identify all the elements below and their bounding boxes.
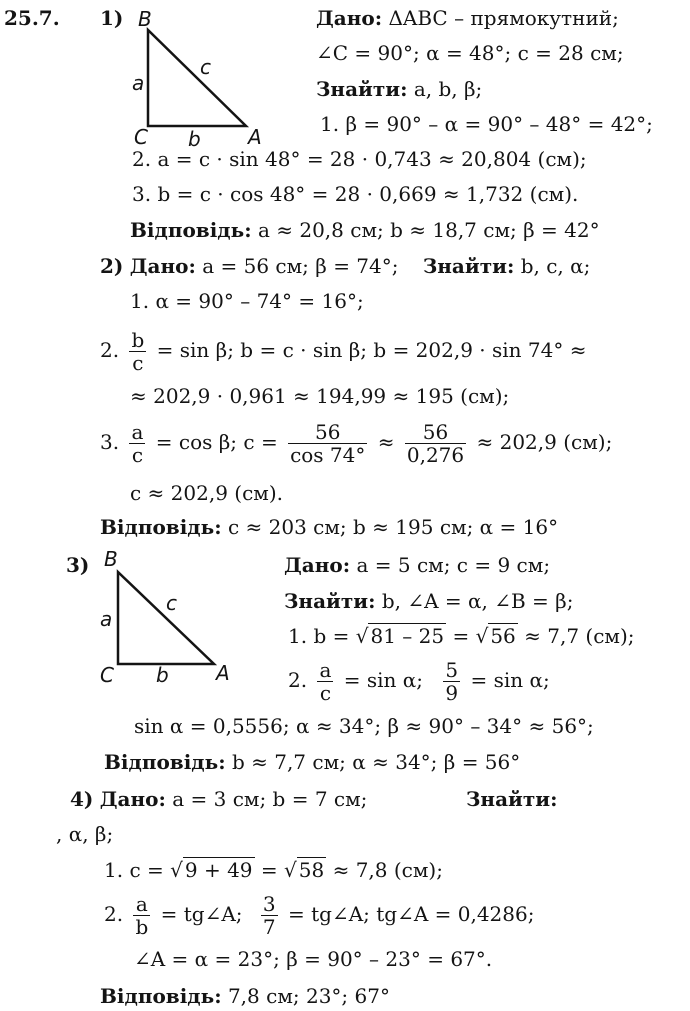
part1-step2: 2. a = c · sin 48° = 28 · 0,743 ≈ 20,804 (см); bbox=[132, 147, 587, 171]
part2-step3-mid: = cos β; c = bbox=[155, 430, 278, 454]
part2-step3-den: c bbox=[131, 443, 144, 467]
part1-step1: 1. β = 90° – α = 90° – 48° = 42°; bbox=[320, 112, 653, 136]
part2-step3-end: ≈ 202,9 (см); bbox=[476, 430, 613, 454]
part2-find: b, c, α; bbox=[520, 254, 591, 278]
part2-step3-f2-den: cos 74° bbox=[290, 443, 366, 467]
part2-step3-f3-den: 0,276 bbox=[406, 443, 465, 467]
part2-step2-num: b bbox=[131, 328, 145, 352]
part1-given-line1 bbox=[316, 6, 619, 30]
part4-step2-prefix: 2. bbox=[104, 902, 124, 926]
part3-step2-f2-num: 5 bbox=[445, 658, 459, 682]
answer-label: Відповідь: bbox=[130, 218, 252, 242]
part3-side-b: b bbox=[156, 663, 169, 687]
part1-triangle-shape bbox=[148, 30, 246, 126]
part4-step2-num: a bbox=[133, 893, 150, 916]
given-label: Дано: bbox=[99, 787, 166, 811]
part2-answer: c ≈ 203 см; b ≈ 195 см; α = 16° bbox=[227, 515, 559, 539]
find-label: Знайти: bbox=[466, 787, 558, 811]
problem-number: 25.7. bbox=[4, 6, 60, 30]
given-label: Дано: bbox=[129, 254, 196, 278]
part3-step1-sqrt1: 81 – 25 bbox=[370, 624, 445, 648]
part2-step3 bbox=[100, 414, 612, 470]
part2-step3-num: a bbox=[131, 420, 144, 444]
part4-step1-prefix: 1. c = bbox=[104, 858, 171, 882]
part2-step3-fraction3 bbox=[405, 421, 466, 466]
part3-find-line bbox=[284, 589, 573, 613]
part4-step2-fraction2 bbox=[261, 893, 278, 938]
part3-step2-fraction1 bbox=[317, 659, 333, 704]
part3-step2-end: = sin α; bbox=[470, 668, 550, 692]
part4-given: a = 3 см; b = 7 см; bbox=[172, 787, 368, 811]
part2-step3-eq: ≈ bbox=[377, 430, 395, 454]
part2-answer-line bbox=[100, 515, 558, 539]
part4-step2 bbox=[104, 886, 534, 942]
part3-step1-sqrt2: 56 bbox=[490, 624, 516, 648]
part1-given-1: ΔABC – прямокутний; bbox=[388, 6, 619, 30]
part2-step3-f3-num: 56 bbox=[405, 421, 466, 444]
part2-step3-fraction2 bbox=[288, 421, 367, 466]
part3-step2-den: c bbox=[319, 681, 332, 705]
part3-find: b, ∠A = α, ∠B = β; bbox=[381, 589, 574, 613]
part2-step1: 1. α = 90° – 74° = 16°; bbox=[130, 289, 364, 313]
part3-label: 3) bbox=[66, 553, 90, 577]
part3-step2-num: a bbox=[319, 658, 332, 682]
part3-vertex-b: B bbox=[104, 547, 118, 571]
part4-header bbox=[70, 787, 367, 811]
part3-step2-mid: = sin α; bbox=[343, 668, 424, 692]
part3-step1: 1. b = √ 81 – 25 = √ 56 ≈ 7,7 (см); bbox=[288, 624, 635, 648]
part3-step2-cont: sin α = 0,5556; α ≈ 34°; β ≈ 90° – 34° ≈ 56°; bbox=[134, 714, 594, 738]
part4-step1-sqrt1: 9 + 49 bbox=[184, 858, 253, 882]
part4-step1-end: ≈ 7,8 (см); bbox=[326, 858, 443, 882]
part3-vertex-a: A bbox=[216, 661, 230, 685]
part1-side-a: a bbox=[132, 71, 145, 95]
answer-label: Відповідь: bbox=[100, 515, 222, 539]
part2-label: 2) bbox=[100, 254, 124, 278]
part3-vertex-c: C bbox=[100, 663, 114, 687]
part3-side-a: a bbox=[100, 607, 113, 631]
part1-triangle bbox=[128, 7, 268, 151]
part4-step2-end: = tg∠A; tg∠A = 0,4286; bbox=[287, 902, 535, 926]
part3-triangle bbox=[96, 548, 236, 688]
part3-given: a = 5 см; c = 9 см; bbox=[356, 553, 551, 577]
part2-step2-rest: = sin β; b = c · sin β; b = 202,9 · sin 74° ≈ bbox=[156, 338, 587, 362]
part2-step3-fraction1 bbox=[129, 421, 145, 466]
part4-answer: 7,8 см; 23°; 67° bbox=[227, 984, 390, 1008]
find-label: Знайти: bbox=[316, 77, 408, 101]
part1-answer: a ≈ 20,8 см; b ≈ 18,7 см; β = 42° bbox=[257, 218, 600, 242]
part2-step2 bbox=[100, 322, 586, 378]
part3-answer-line bbox=[104, 750, 520, 774]
part1-answer-line bbox=[130, 218, 600, 242]
part1-vertex-a: A bbox=[248, 125, 262, 149]
part3-step1-eq: = bbox=[446, 624, 476, 648]
part2-step3-prefix: 3. bbox=[100, 430, 120, 454]
part3-step2-fraction2 bbox=[443, 659, 460, 704]
part1-side-c: c bbox=[200, 55, 211, 79]
part3-step2 bbox=[288, 652, 550, 708]
part4-step2-cont: ∠A = α = 23°; β = 90° – 23° = 67°. bbox=[134, 947, 493, 971]
part3-step2-prefix: 2. bbox=[288, 668, 308, 692]
part3-triangle-shape bbox=[118, 572, 214, 664]
part1-find: a, b, β; bbox=[413, 77, 483, 101]
part1-step3: 3. b = c · cos 48° = 28 · 0,669 ≈ 1,732 (см). bbox=[132, 182, 579, 206]
part4-step2-den: b bbox=[135, 915, 149, 939]
part4-step1: 1. c = √ 9 + 49 = √ 58 ≈ 7,8 (см); bbox=[104, 858, 443, 882]
part4-label: 4) bbox=[70, 787, 94, 811]
part3-step2-f2-den: 9 bbox=[445, 681, 459, 705]
part4-step2-f2-num: 3 bbox=[262, 892, 276, 916]
part2-given: a = 56 см; β = 74°; bbox=[202, 254, 399, 278]
part2-step2-den: c bbox=[132, 351, 144, 375]
part2-step2-cont: ≈ 202,9 · 0,961 ≈ 194,99 ≈ 195 (см); bbox=[130, 384, 510, 408]
part3-given-line bbox=[284, 553, 550, 577]
part4-step2-f2-den: 7 bbox=[262, 915, 276, 939]
part2-step2-prefix: 2. bbox=[100, 338, 120, 362]
part2-header bbox=[100, 254, 590, 278]
part4-answer-line bbox=[100, 984, 390, 1008]
part2-step3-f2-num: 56 bbox=[288, 421, 367, 444]
part1-vertex-c: C bbox=[134, 125, 148, 149]
find-label: Знайти: bbox=[284, 589, 376, 613]
part1-given-2: ∠C = 90°; α = 48°; c = 28 см; bbox=[316, 41, 624, 65]
part3-step1-prefix: 1. b = bbox=[288, 624, 356, 648]
part3-answer: b ≈ 7,7 см; α ≈ 34°; β = 56° bbox=[231, 750, 521, 774]
given-label: Дано: bbox=[284, 553, 351, 577]
part3-side-c: c bbox=[166, 591, 177, 615]
answer-label: Відповідь: bbox=[104, 750, 226, 774]
part4-step2-fraction1 bbox=[133, 893, 150, 938]
part4-step2-mid: = tg∠A; bbox=[160, 902, 243, 926]
part4-find-cont: , α, β; bbox=[56, 822, 114, 846]
part1-label: 1) bbox=[100, 6, 124, 30]
part4-step1-eq: = bbox=[254, 858, 285, 882]
part2-step2-fraction bbox=[129, 329, 146, 374]
answer-label: Відповідь: bbox=[100, 984, 222, 1008]
part4-step1-sqrt2: 58 bbox=[298, 858, 325, 882]
part2-step3-cont: c ≈ 202,9 (см). bbox=[130, 481, 284, 505]
part1-find-line bbox=[316, 77, 482, 101]
part1-vertex-b: B bbox=[138, 7, 152, 31]
find-label: Знайти: bbox=[422, 254, 515, 278]
part1-side-b: b bbox=[188, 127, 201, 151]
part3-step1-end: ≈ 7,7 (см); bbox=[517, 624, 635, 648]
given-label: Дано: bbox=[316, 6, 383, 30]
